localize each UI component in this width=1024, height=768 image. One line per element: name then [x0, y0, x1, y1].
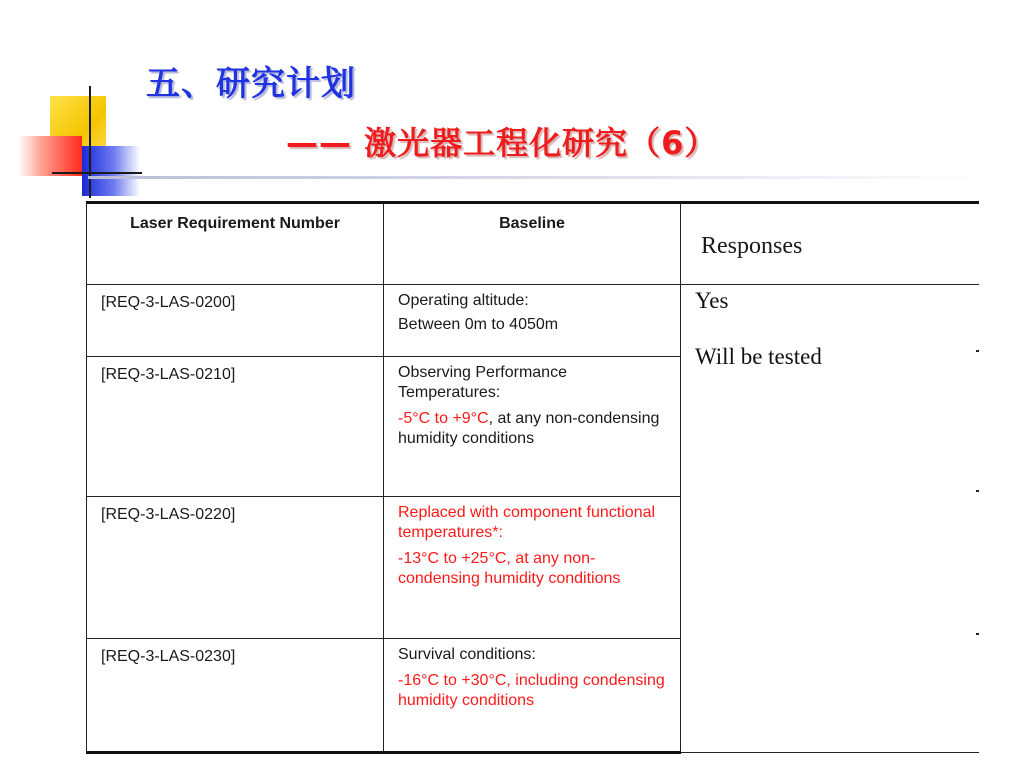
title-underline [88, 176, 988, 179]
response-yes: Yes [695, 288, 729, 313]
decor-horizontal-line [52, 172, 142, 174]
table-row [87, 285, 979, 357]
header-baseline: Baseline [384, 203, 681, 285]
baseline-cell [384, 357, 681, 497]
table-edge-tick [976, 490, 979, 492]
baseline-text: , at any non-condensing humidity conditions [398, 410, 660, 447]
baseline-text: Operating altitude: [398, 292, 529, 309]
baseline-text: Between 0m to 4050m [398, 316, 559, 333]
requirement-number: [REQ-3-LAS-0200] [87, 285, 384, 357]
table-edge-tick [976, 350, 979, 352]
header-requirement-number: Laser Requirement Number [87, 203, 384, 285]
baseline-text: Observing Performance Temperatures: [398, 364, 567, 401]
responses-cell [681, 285, 979, 753]
baseline-text-red: -16°C to +30°C, including condensing humidity conditions [398, 672, 665, 709]
requirement-number: [REQ-3-LAS-0230] [87, 639, 384, 753]
baseline-text: Survival conditions: [398, 646, 536, 663]
decor-vertical-line [89, 86, 91, 198]
decor-red-bar [18, 136, 82, 176]
requirement-number: [REQ-3-LAS-0210] [87, 357, 384, 497]
baseline-cell [384, 285, 681, 357]
requirement-number: [REQ-3-LAS-0220] [87, 497, 384, 639]
baseline-text-red: Replaced with component functional temperatures*: [398, 504, 656, 541]
baseline-cell [384, 639, 681, 753]
slide-title: 五、研究计划 [146, 64, 356, 104]
baseline-text-red: -13°C to +25°C, at any non-condensing humidity conditions [398, 550, 621, 587]
slide-subtitle: —— 激光器工程化研究（6） [286, 124, 718, 162]
table-header-row [87, 203, 979, 285]
baseline-cell [384, 497, 681, 639]
requirements-table [86, 201, 979, 754]
header-responses: Responses [681, 203, 979, 285]
table-edge-tick [976, 633, 979, 635]
baseline-text-red: -5°C to +9°C [398, 410, 489, 427]
response-will-be-tested: Will be tested [695, 344, 822, 369]
